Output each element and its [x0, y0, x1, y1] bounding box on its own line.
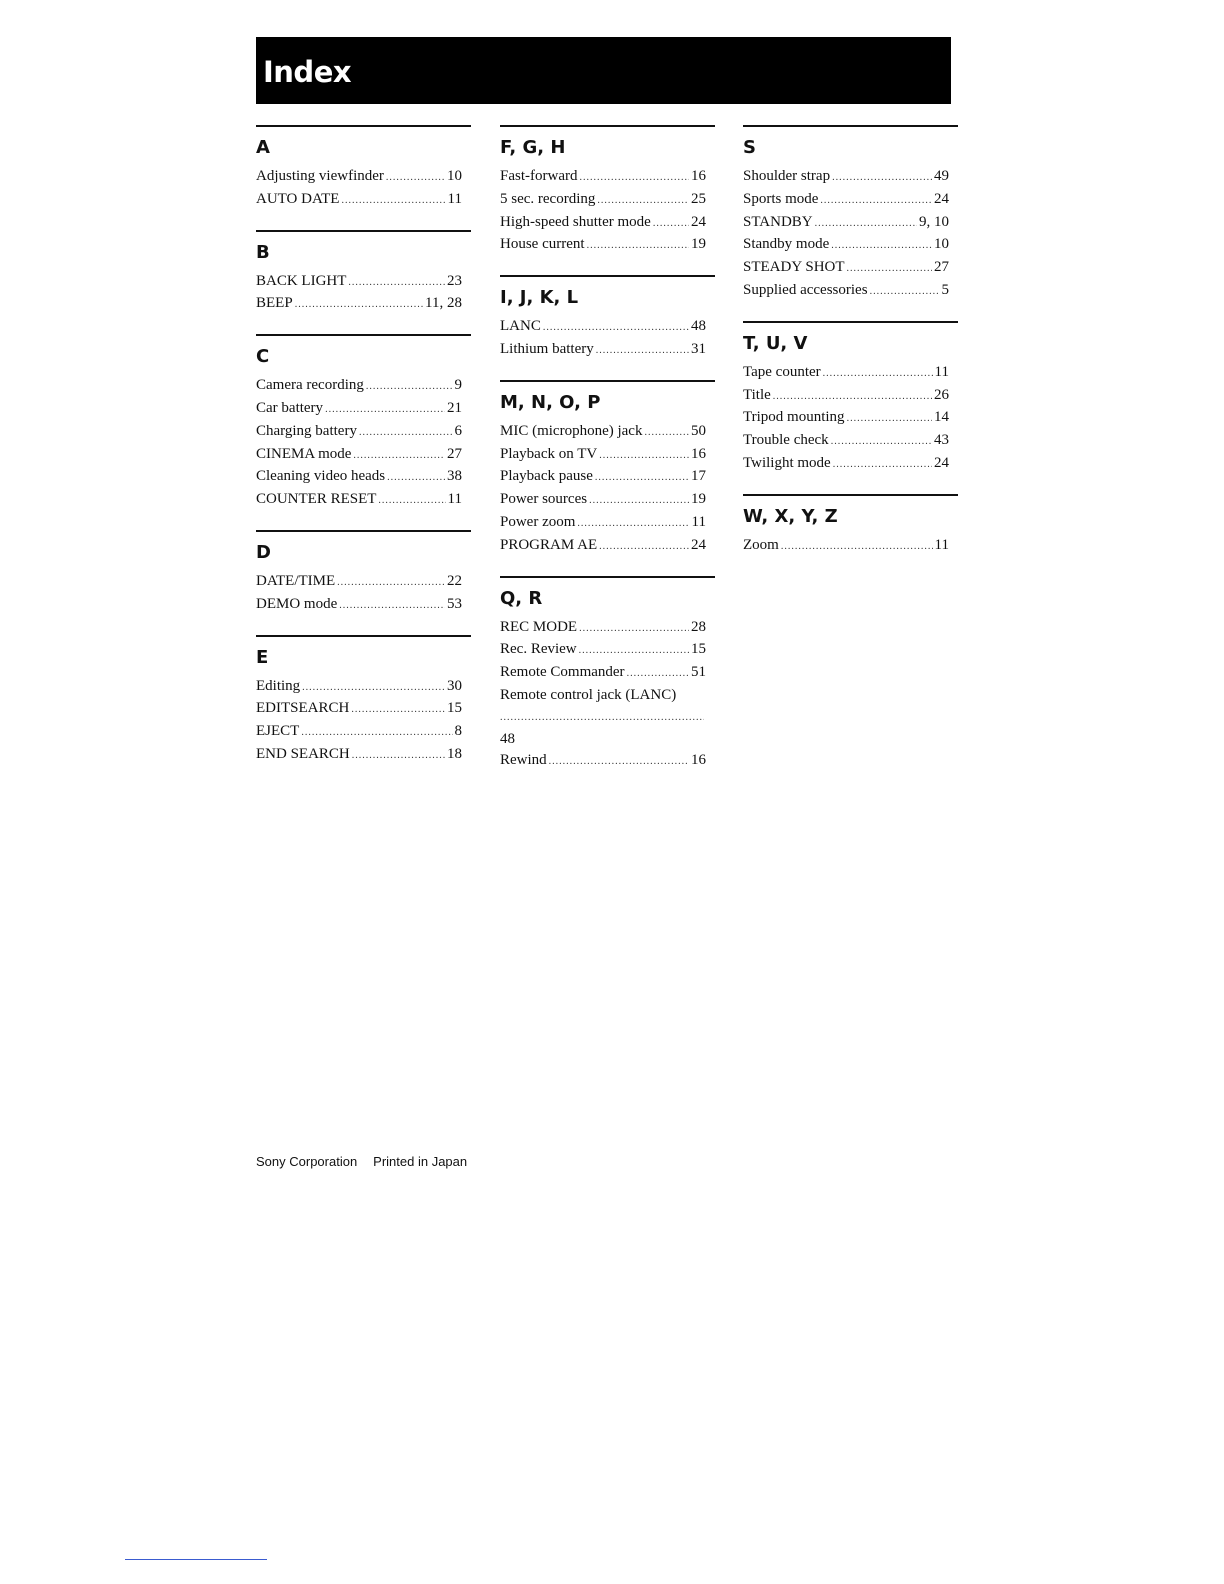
entry-page-number: 16	[691, 168, 706, 184]
bottom-rule	[125, 1559, 267, 1560]
section-rule	[500, 125, 715, 127]
entry-label: House current	[500, 236, 585, 253]
index-entry	[256, 721, 462, 744]
index-entry	[500, 489, 706, 512]
entry-page-number: 31	[691, 340, 706, 357]
entry-page-number: 24	[691, 536, 706, 553]
dot-leader	[352, 745, 445, 767]
entry-label: Rewind	[500, 752, 547, 769]
dot-leader	[337, 572, 445, 594]
index-entry	[500, 316, 706, 339]
entry-page-number: 24	[691, 213, 706, 230]
index-entry	[500, 339, 706, 362]
dot-leader	[597, 190, 689, 212]
entry-label: EJECT	[256, 723, 300, 740]
entry-page-number: 24	[934, 454, 949, 471]
dot-leader	[820, 190, 932, 212]
section-heading: E	[256, 646, 269, 668]
index-entry	[743, 535, 949, 558]
entry-label: END SEARCH	[256, 745, 350, 762]
section-heading: F, G, H	[500, 137, 566, 158]
index-entry	[256, 293, 462, 316]
entry-label: Tripod mounting	[743, 409, 845, 426]
index-entry	[500, 189, 706, 212]
index-entry	[743, 362, 949, 385]
entry-label: CINEMA mode	[256, 445, 352, 462]
dot-leader	[579, 640, 689, 662]
page-title: Index	[263, 55, 352, 89]
dot-leader	[353, 445, 445, 467]
entry-page-number: 10	[934, 236, 949, 253]
entry-label: Remote control jack (LANC)	[500, 686, 677, 703]
index-entry	[500, 662, 706, 685]
entry-page-number: 14	[934, 409, 949, 426]
entry-page-number: 30	[447, 677, 462, 694]
entry-page-number: 11, 28	[425, 295, 462, 312]
section-heading: D	[256, 541, 271, 563]
entry-label: Tape counter	[743, 363, 821, 380]
entry-label: BACK LIGHT	[256, 272, 347, 289]
entry-page-number: 27	[934, 259, 949, 276]
section-rule	[743, 494, 958, 496]
dot-leader	[831, 431, 932, 453]
dot-leader	[348, 272, 445, 294]
entry-page-number: 49	[934, 168, 949, 184]
index-column-1	[256, 125, 471, 785]
dot-leader	[781, 536, 933, 558]
section-heading: A	[256, 137, 270, 158]
index-entry	[743, 212, 949, 235]
dot-leader	[596, 340, 689, 362]
index-entry	[256, 444, 462, 467]
entry-page-number: 24	[934, 190, 949, 207]
index-section	[500, 576, 715, 774]
index-entry	[500, 535, 706, 558]
index-entry	[256, 744, 462, 767]
entry-page-number: 15	[447, 700, 462, 717]
entry-label: Twilight mode	[743, 454, 831, 471]
index-entry	[500, 212, 706, 235]
entry-page-number: 22	[447, 572, 462, 589]
entry-label: Zoom	[743, 536, 779, 553]
entry-label: Car battery	[256, 399, 324, 416]
index-entry	[500, 234, 706, 257]
entry-page-number: 17	[691, 468, 706, 485]
entry-label: BEEP	[256, 295, 293, 312]
entry-label: LANC	[500, 318, 541, 335]
dot-leader	[847, 258, 932, 280]
entry-label: STEADY SHOT	[743, 259, 845, 276]
entry-label: REC MODE	[500, 618, 578, 635]
index-section	[256, 125, 471, 212]
entry-page-number: 38	[447, 468, 462, 485]
dot-leader	[833, 454, 932, 476]
entry-label: Power sources	[500, 491, 588, 508]
dot-leader	[599, 536, 689, 558]
entry-page-number: 16	[691, 752, 706, 769]
entry-page-number: 9, 10	[919, 213, 949, 230]
dot-leader	[339, 595, 445, 617]
index-entry	[743, 189, 949, 212]
index-entry	[256, 698, 462, 721]
dot-leader	[595, 467, 689, 489]
entry-label: MIC (microphone) jack	[500, 422, 643, 439]
entry-label: Fast-forward	[500, 168, 578, 184]
section-heading: T, U, V	[743, 332, 808, 354]
section-rule	[256, 230, 471, 232]
index-entry	[256, 676, 462, 699]
entry-label: Standby mode	[743, 236, 830, 253]
dot-leader	[870, 281, 940, 303]
index-section	[743, 125, 958, 303]
footer-printed: Printed in Japan	[373, 1154, 468, 1169]
entry-page-number: 15	[691, 641, 706, 658]
section-heading: I, J, K, L	[500, 287, 579, 309]
index-entry	[743, 430, 949, 453]
entry-page-number: 23	[447, 272, 462, 289]
dot-leader	[823, 363, 933, 385]
index-entry	[256, 166, 462, 189]
index-entry	[256, 489, 462, 512]
index-entry	[743, 234, 949, 257]
entry-label: Cleaning video heads	[256, 468, 386, 485]
entry-page-number: 28	[691, 618, 706, 635]
entry-page-number: 19	[691, 491, 706, 508]
dot-leader	[341, 190, 445, 212]
dot-leader	[295, 294, 423, 316]
index-entry	[256, 398, 462, 421]
entry-label: Supplied accessories	[743, 281, 868, 298]
entry-label: Adjusting viewfinder	[256, 168, 384, 184]
dot-leader	[351, 699, 445, 721]
entry-page-number: 5	[941, 281, 949, 298]
section-rule	[500, 380, 715, 382]
section-rule	[256, 334, 471, 336]
index-entry	[500, 166, 706, 189]
entry-page-number: 11	[447, 491, 462, 508]
dot-leader	[302, 677, 445, 699]
footer	[256, 1154, 467, 1169]
dot-leader	[579, 167, 689, 189]
index-entry	[256, 375, 462, 398]
section-rule	[256, 530, 471, 532]
dot-leader	[359, 422, 453, 444]
entry-page-number: 48	[691, 318, 706, 335]
index-entry	[500, 444, 706, 467]
dot-leader	[386, 167, 445, 189]
entry-label: DEMO mode	[256, 595, 338, 612]
dot-leader	[627, 663, 689, 685]
entry-page-number: 26	[934, 386, 949, 403]
dot-leader	[579, 618, 689, 640]
section-rule	[500, 275, 715, 277]
index-section	[256, 230, 471, 317]
entry-page-number: 8	[454, 723, 462, 740]
entry-label: DATE/TIME	[256, 572, 336, 589]
section-heading: W, X, Y, Z	[743, 505, 838, 527]
index-entry	[500, 639, 706, 662]
entry-label: Title	[743, 386, 771, 403]
dot-leader	[549, 751, 689, 773]
entry-label: Editing	[256, 677, 301, 694]
entry-page-number: 50	[691, 422, 706, 439]
entry-label: Shoulder strap	[743, 168, 831, 184]
entry-page-number: 11	[691, 513, 706, 530]
entry-label: Lithium battery	[500, 340, 594, 357]
entry-page-number: 11	[934, 536, 949, 553]
entry-page-number: 11	[447, 190, 462, 207]
dot-leader	[589, 490, 689, 512]
index-entry	[743, 257, 949, 280]
entry-label: PROGRAM AE	[500, 536, 598, 553]
dot-leader	[366, 376, 453, 398]
entry-label: AUTO DATE	[256, 190, 340, 207]
section-heading: S	[743, 137, 756, 158]
entry-page-number: 48	[500, 730, 515, 747]
index-section	[256, 635, 471, 767]
section-heading: C	[256, 346, 270, 368]
dot-leader	[599, 445, 689, 467]
dot-leader	[847, 408, 932, 430]
entry-label: Camera recording	[256, 377, 364, 394]
dot-leader	[644, 422, 689, 444]
index-entry	[256, 189, 462, 212]
entry-page-number: 25	[691, 190, 706, 207]
dot-leader	[587, 235, 689, 257]
entry-page-number: 10	[447, 168, 462, 184]
entry-page-number: 21	[447, 399, 462, 416]
entry-page-number: 19	[691, 236, 706, 253]
entry-page-number: 27	[447, 445, 462, 462]
index-entry	[743, 166, 949, 189]
dot-leader	[387, 467, 445, 489]
entry-label: COUNTER RESET	[256, 491, 377, 508]
entry-page-number: 11	[934, 363, 949, 380]
dot-leader	[653, 213, 689, 235]
index-section	[500, 125, 715, 257]
entry-label: 5 sec. recording	[500, 190, 596, 207]
index-entry	[500, 512, 706, 535]
index-section	[256, 334, 471, 512]
dot-leader	[815, 213, 917, 235]
index-column-2	[500, 125, 715, 791]
entry-label: Trouble check	[743, 432, 829, 449]
index-entry	[256, 271, 462, 294]
entry-label: Remote Commander	[500, 664, 625, 681]
entry-label: Sports mode	[743, 190, 819, 207]
dot-leader	[577, 513, 689, 535]
entry-label: STANDBY	[743, 213, 813, 230]
entry-page-number: 43	[934, 432, 949, 449]
dot-leader	[832, 167, 932, 189]
section-heading: M, N, O, P	[500, 391, 601, 413]
entry-page-number: 53	[447, 595, 462, 612]
index-entry	[743, 280, 949, 303]
index-section	[743, 321, 958, 476]
entry-page-number: 9	[454, 377, 462, 394]
index-entry	[743, 407, 949, 430]
section-rule	[743, 125, 958, 127]
index-entry	[256, 466, 462, 489]
dot-leader	[831, 235, 932, 257]
section-rule	[256, 635, 471, 637]
entry-label: Charging battery	[256, 422, 357, 439]
index-entry	[256, 421, 462, 444]
index-section	[500, 380, 715, 558]
entry-page-number: 51	[691, 664, 706, 681]
entry-label: Rec. Review	[500, 641, 577, 658]
header-bar	[256, 37, 951, 104]
index-entry	[500, 466, 706, 489]
index-entry	[743, 385, 949, 408]
index-entry	[743, 453, 949, 476]
index-entry	[500, 750, 706, 773]
index-entry	[500, 617, 706, 640]
entry-label: Playback on TV	[500, 445, 598, 462]
section-rule	[256, 125, 471, 127]
index-section	[256, 530, 471, 617]
entry-page-number: 16	[691, 445, 706, 462]
section-rule	[500, 576, 715, 578]
section-rule	[743, 321, 958, 323]
dot-leader	[543, 317, 689, 339]
index-section	[743, 494, 958, 558]
index-entry	[500, 685, 706, 750]
entry-page-number: 18	[447, 745, 462, 762]
entry-page-number: 6	[454, 422, 462, 439]
index-section	[500, 275, 715, 362]
dot-leader	[325, 399, 445, 421]
index-entry	[500, 421, 706, 444]
dot-leader	[773, 386, 932, 408]
section-heading: Q, R	[500, 587, 543, 609]
entry-label: Power zoom	[500, 513, 576, 530]
index-entry	[256, 594, 462, 617]
index-entry	[256, 571, 462, 594]
entry-label: High-speed shutter mode	[500, 213, 651, 230]
entry-label: Playback pause	[500, 468, 593, 485]
index-column-3	[743, 125, 958, 576]
dot-leader	[301, 722, 452, 744]
dot-leader	[500, 707, 704, 729]
footer-company: Sony Corporation	[256, 1154, 358, 1169]
dot-leader	[378, 490, 445, 512]
entry-label: EDITSEARCH	[256, 700, 350, 717]
section-heading: B	[256, 241, 270, 263]
